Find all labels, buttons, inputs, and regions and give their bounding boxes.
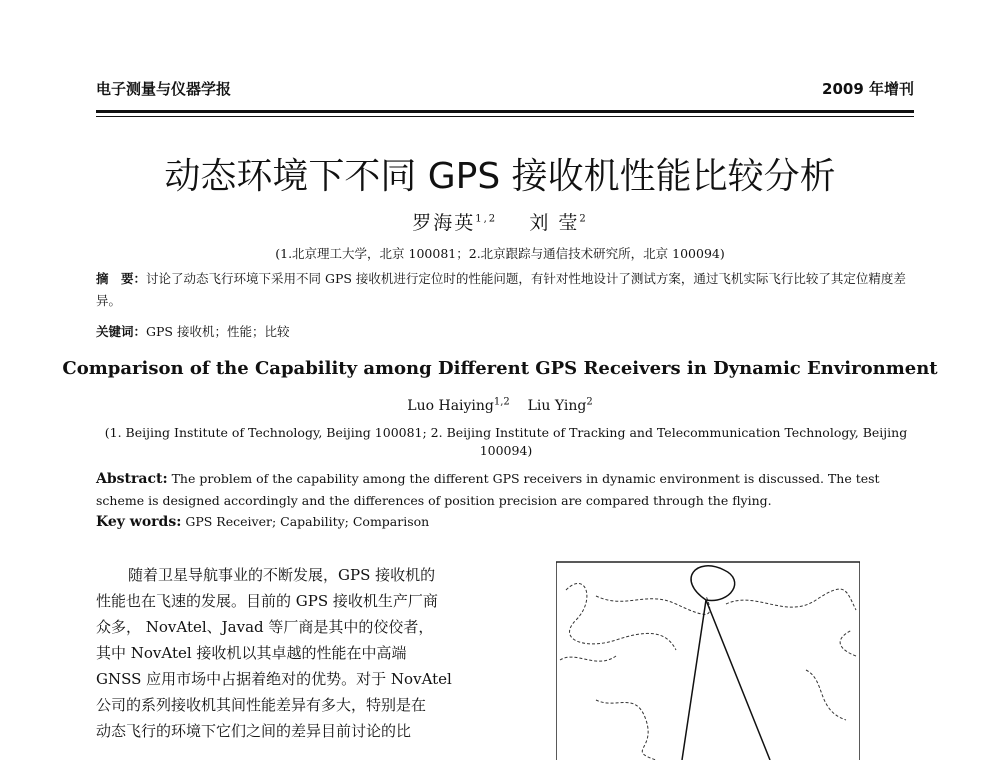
boundary-line	[566, 583, 676, 650]
boundary-line	[806, 670, 846, 720]
issue-label: 2009 年增刊	[822, 80, 914, 98]
body-line: 其中 NovAtel 接收机以其卓越的性能在中高端	[96, 644, 407, 662]
keywords-en-label: Key words:	[96, 514, 182, 530]
body-line: GNSS 应用市场中占据着绝对的优势。对于 NovAtel	[96, 670, 452, 688]
flight-track-leg	[706, 600, 770, 760]
abstract-en-text: The problem of the capability among the different GPS receivers in dynamic environment is discussed. The test scheme is designed accordingly and the differences of position precision are compared through the flying.	[96, 471, 880, 508]
abstract-cn-label: 摘 要：	[96, 271, 147, 286]
boundary-line	[726, 589, 856, 610]
keywords-cn	[96, 322, 916, 340]
authors-en	[0, 398, 1000, 414]
abstract-cn	[96, 268, 916, 312]
abstract-en-label: Abstract:	[96, 471, 168, 487]
flight-track-loop	[691, 566, 735, 601]
author-2-affil-cn: 2	[579, 213, 588, 225]
keywords-cn-label: 关键词：	[96, 324, 147, 339]
keywords-en-text: GPS Receiver; Capability; Comparison	[185, 514, 430, 529]
keywords-en	[96, 514, 916, 530]
flight-track-map-figure	[556, 560, 860, 760]
boundary-line	[840, 630, 856, 656]
author-1-cn: 罗海英	[412, 212, 476, 234]
body-line: 众多， NovAtel、Javad 等厂商是其中的佼佼者，	[96, 618, 434, 636]
author-1-en: Luo Haiying	[407, 398, 494, 414]
abstract-cn-text: 讨论了动态飞行环境下采用不同 GPS 接收机进行定位时的性能问题，有针对性地设计了测试方案，通过飞机实际飞行比较了其定位精度差异。	[96, 271, 906, 308]
boundary-line	[596, 596, 710, 614]
abstract-en	[96, 468, 916, 512]
keywords-cn-text: GPS 接收机；性能；比较	[146, 324, 290, 339]
affiliation-en: (1. Beijing Institute of Technology, Beijing 100081; 2. Beijing Institute of Tracking and Telecommunication Technology, Beijing 100094)	[104, 425, 908, 458]
paper-title-cn: 动态环境下不同 GPS 接收机性能比较分析	[164, 156, 836, 197]
affiliation-cn: (1.北京理工大学，北京 100081；2.北京跟踪与通信技术研究所，北京 100094)	[275, 246, 725, 261]
body-line: 性能也在飞速的发展。目前的 GPS 接收机生产厂商	[96, 592, 438, 610]
body-text-cn	[96, 562, 496, 744]
body-line: 随着卫星导航事业的不断发展，GPS 接收机的	[128, 566, 436, 584]
author-2-affil-en: 2	[586, 396, 593, 408]
header-rule-thick	[96, 110, 914, 113]
body-line: 动态飞行的环境下它们之间的差异目前讨论的比	[96, 722, 412, 740]
journal-name: 电子测量与仪器学报	[96, 80, 232, 98]
body-line: 公司的系列接收机其间性能差异有多大，特别是在	[96, 696, 427, 714]
boundary-line	[560, 656, 616, 661]
author-2-en: Liu Ying	[527, 398, 587, 414]
authors-cn	[0, 208, 1000, 235]
author-1-affil-en: 1,2	[493, 396, 510, 408]
header-rule-thin	[96, 116, 914, 117]
paper-title-en: Comparison of the Capability among Different GPS Receivers in Dynamic Environment	[62, 358, 938, 379]
flight-track-leg	[682, 600, 706, 760]
author-1-affil-cn: 1,2	[475, 213, 498, 225]
author-2-cn: 刘 莹	[529, 212, 580, 234]
boundary-line	[596, 700, 656, 760]
